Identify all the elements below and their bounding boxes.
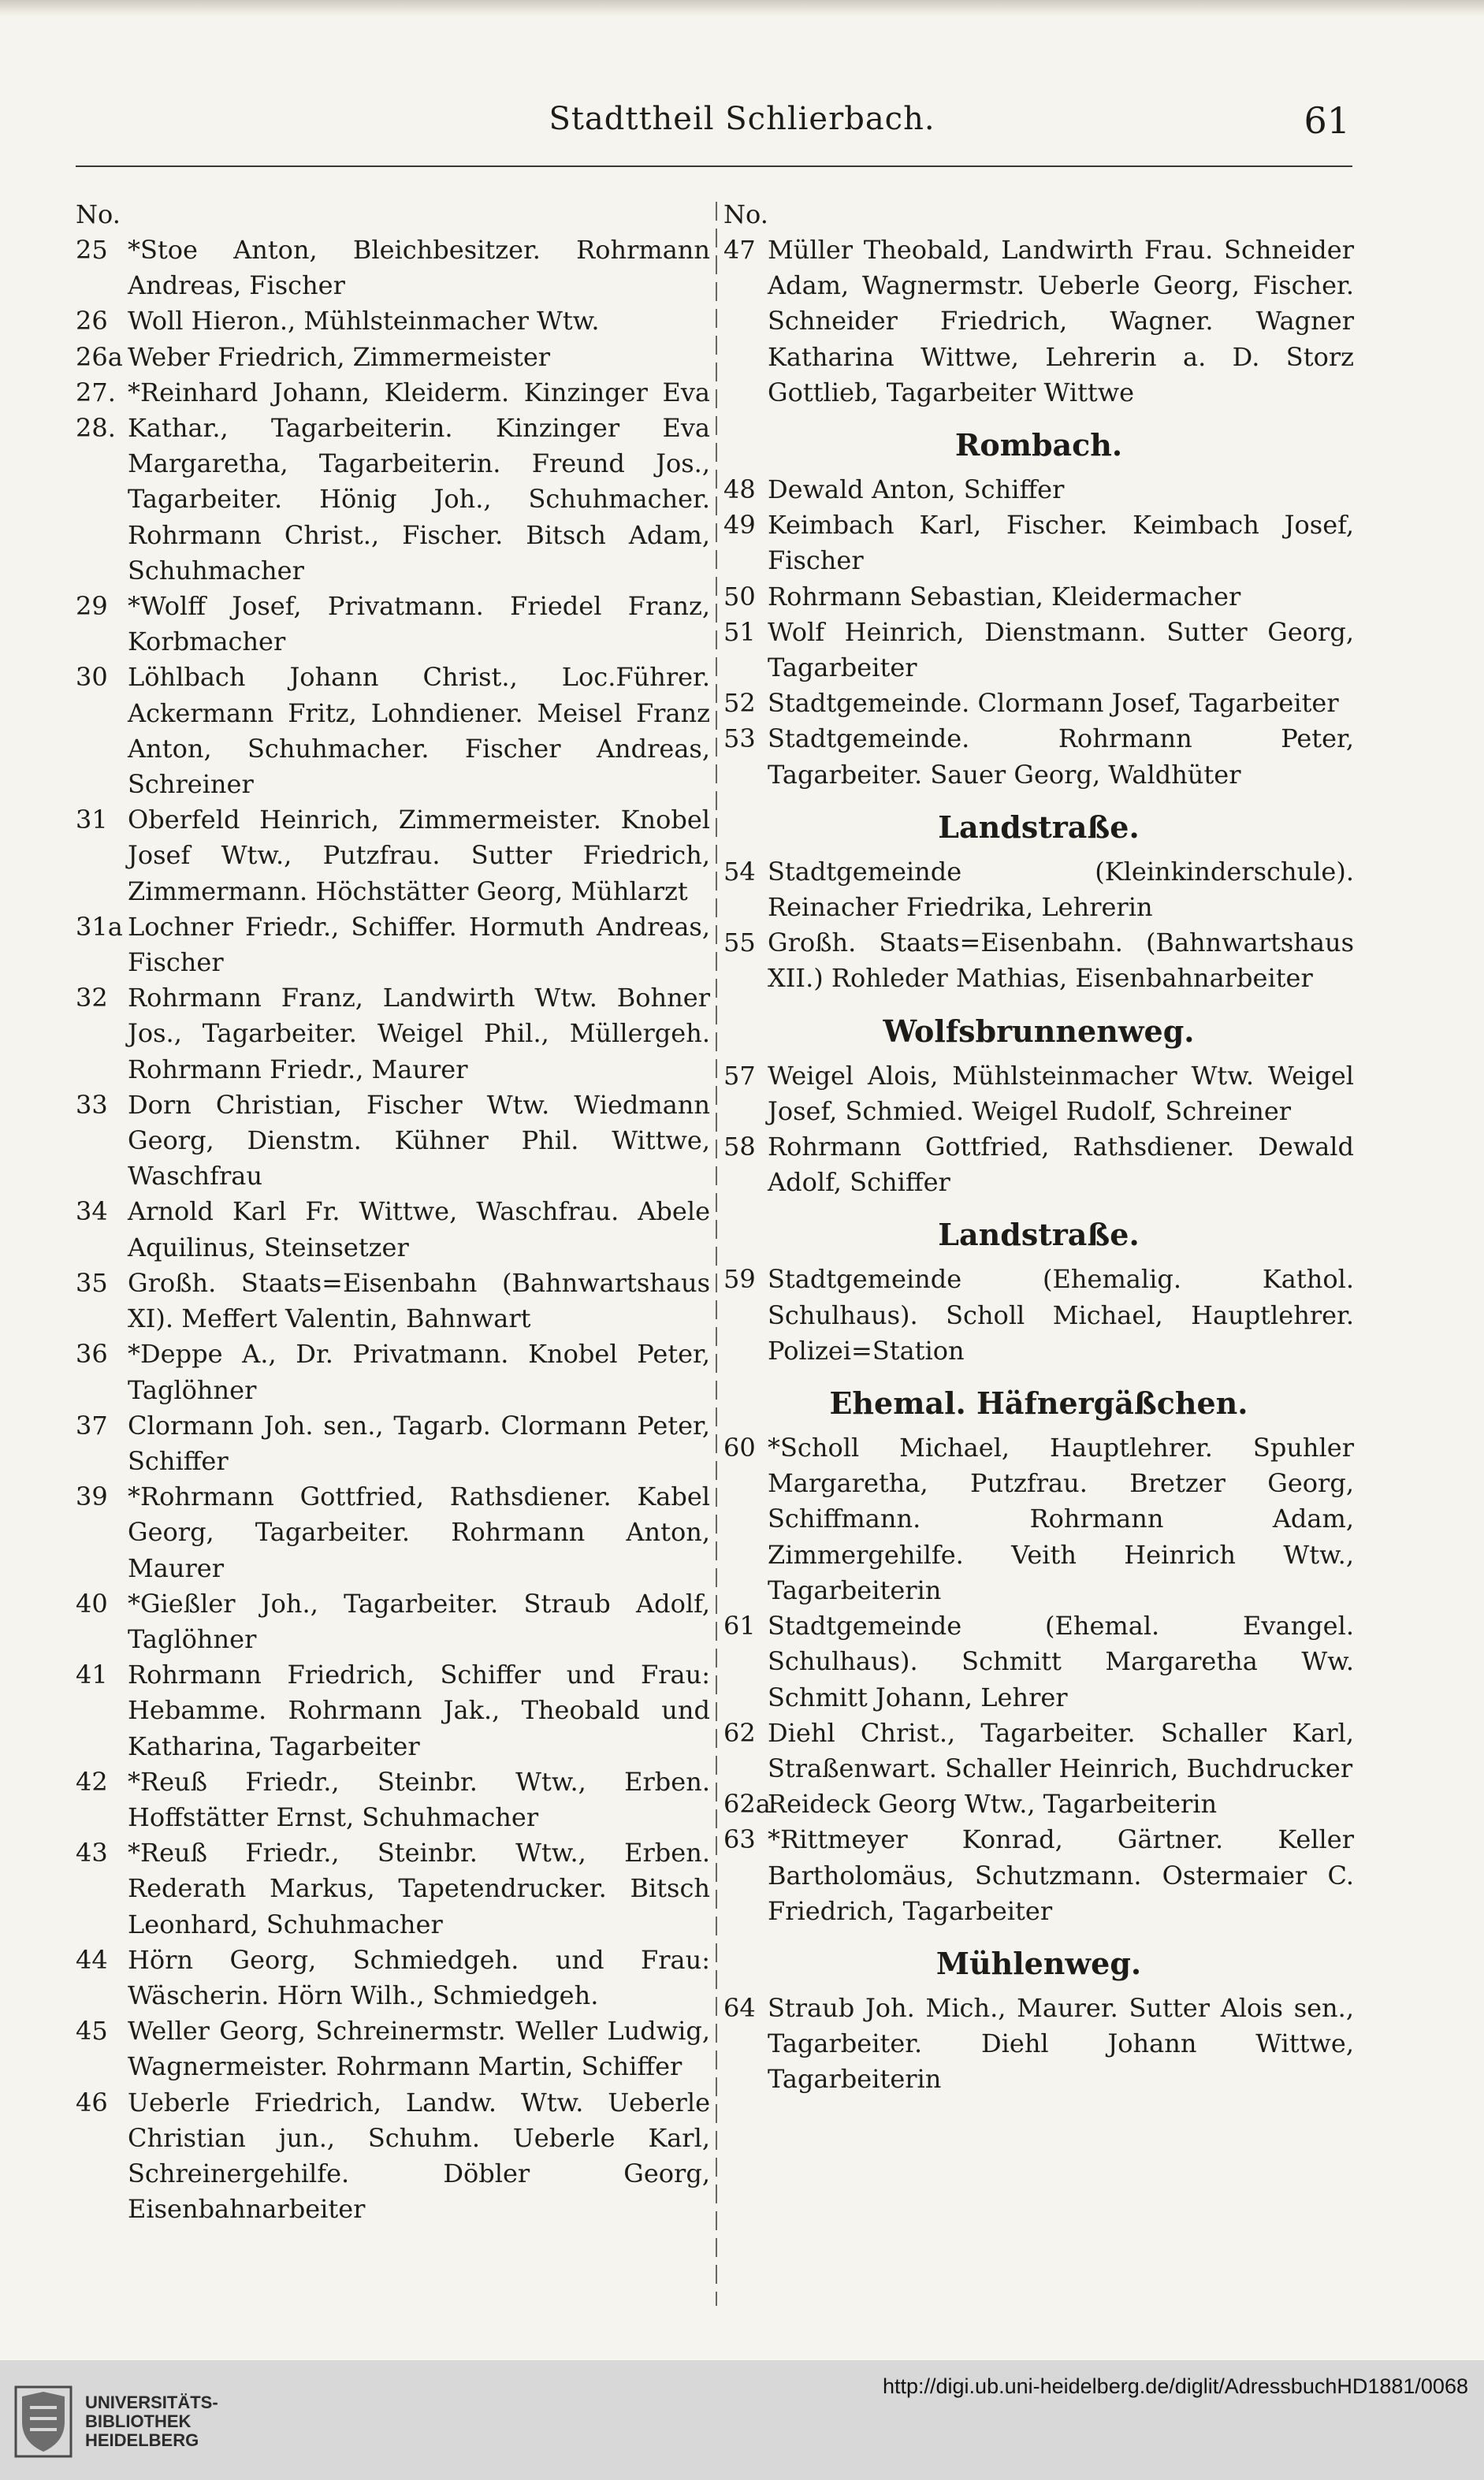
left-column bbox=[76, 197, 710, 2227]
entry-text: *Scholl Michael, Hauptlehrer. Spuhler Margaretha, Putzfrau. Bretzer Georg, Schiffmann. Rohrmann Adam, Zimmergehilfe. Veith Heinrich Wtw., Tagarbeiterin bbox=[768, 1433, 1354, 1605]
house-number: 37 bbox=[76, 1410, 108, 1441]
entry-text: Rohrmann Gottfried, Rathsdiener. Dewald Adolf, Schiffer bbox=[768, 1132, 1354, 1198]
house-number: 48 bbox=[723, 474, 756, 505]
street-heading: Rombach. bbox=[954, 427, 1123, 463]
header-rule bbox=[76, 165, 1352, 167]
running-head bbox=[0, 101, 1484, 148]
entry-text: Keimbach Karl, Fischer. Keimbach Josef, Fischer bbox=[768, 510, 1354, 576]
entry-text: *Rittmeyer Konrad, Gärtner. Keller Bartholomäus, Schutzmann. Ostermaier C. Friedrich, Tagarbeiter bbox=[768, 1824, 1354, 1926]
directory-entry bbox=[76, 1088, 710, 1195]
house-number: 55 bbox=[723, 928, 756, 958]
house-number: 45 bbox=[76, 2016, 108, 2047]
entry-text: Oberfeld Heinrich, Zimmermeister. Knobel Josef Wtw., Putzfrau. Sutter Friedrich, Zimmermann. Höchstätter Georg, Mühlarzt bbox=[128, 805, 710, 906]
directory-entry bbox=[76, 1194, 710, 1265]
right-column bbox=[723, 197, 1354, 2098]
house-number: 58 bbox=[723, 1132, 756, 1162]
directory-entry bbox=[723, 854, 1354, 925]
house-number: 30 bbox=[76, 662, 108, 693]
entry-text: Großh. Staats=Eisenbahn (Bahnwartshaus XI). Meffert Valentin, Bahnwart bbox=[128, 1267, 710, 1334]
entry-text: Rohrmann Franz, Landwirth Wtw. Bohner Jos., Tagarbeiter. Weigel Phil., Müllergeh. Rohrmann Friedr., Maurer bbox=[128, 983, 710, 1084]
directory-entry bbox=[723, 925, 1354, 996]
entry-text: Dorn Christian, Fischer Wtw. Wiedmann Georg, Dienstm. Kühner Phil. Wittwe, Waschfrau bbox=[128, 1089, 710, 1192]
directory-entry bbox=[76, 1479, 710, 1586]
entry-text: Weigel Alois, Mühlsteinmacher Wtw. Weigel Josef, Schmied. Weigel Rudolf, Schreiner bbox=[768, 1060, 1354, 1126]
directory-entry bbox=[76, 589, 710, 660]
directory-entry bbox=[723, 1262, 1354, 1369]
house-number: 57 bbox=[723, 1060, 756, 1091]
house-number: 34 bbox=[76, 1196, 108, 1227]
house-number: 49 bbox=[723, 510, 756, 541]
library-name-line: UNIVERSITÄTS- bbox=[85, 2393, 218, 2412]
entry-text: *Gießler Joh., Tagarbeiter. Straub Adolf, Taglöhner bbox=[128, 1588, 710, 1654]
entry-text: Straub Joh. Mich., Maurer. Sutter Alois sen., Tagarbeiter. Diehl Johann Wittwe, Tagarbeiterin bbox=[768, 1992, 1354, 2095]
entry-text: Woll Hieron., Mühlsteinmacher Wtw. bbox=[128, 306, 600, 336]
library-name-line: BIBLIOTHEK bbox=[85, 2411, 192, 2431]
directory-entry bbox=[723, 508, 1354, 578]
house-number: 42 bbox=[76, 1766, 108, 1797]
directory-entry bbox=[76, 1943, 710, 2013]
house-number: 31 bbox=[76, 805, 108, 835]
directory-entry bbox=[76, 1835, 710, 1943]
directory-entry bbox=[723, 1991, 1354, 2098]
entry-text: Löhlbach Johann Christ., Loc.Führer. Ackermann Fritz, Lohndiener. Meisel Franz Anton, Schuhmacher. Fischer Andreas, Schreiner bbox=[128, 662, 710, 800]
house-number: 33 bbox=[76, 1089, 108, 1120]
entry-text: Stadtgemeinde (Ehemalig. Kathol. Schulhaus). Scholl Michael, Hauptlehrer. Polizei=Station bbox=[768, 1264, 1354, 1366]
entry-text: Stadtgemeinde (Kleinkinderschule). Reinacher Friedrika, Lehrerin bbox=[768, 856, 1354, 923]
street-heading: Landstraße. bbox=[938, 1217, 1140, 1253]
directory-entry bbox=[76, 1408, 710, 1479]
house-number: 40 bbox=[76, 1588, 108, 1619]
entry-text: Diehl Christ., Tagarbeiter. Schaller Karl, Straßenwart. Schaller Heinrich, Buchdrucker bbox=[768, 1717, 1354, 1783]
house-number: 63 bbox=[723, 1824, 756, 1855]
house-number: 62 bbox=[723, 1717, 756, 1748]
entry-text: *Wolff Josef, Privatmann. Friedel Franz, Korbmacher bbox=[128, 591, 710, 657]
house-number: 26 bbox=[76, 306, 108, 336]
library-logo-icon bbox=[11, 2384, 76, 2460]
entry-text: *Reuß Friedr., Steinbr. Wtw., Erben. Hoffstätter Ernst, Schuhmacher bbox=[128, 1766, 710, 1832]
entry-text: Dewald Anton, Schiffer bbox=[768, 474, 1065, 505]
house-number: 43 bbox=[76, 1838, 108, 1868]
house-number: 52 bbox=[723, 688, 756, 719]
entry-text: *Reuß Friedr., Steinbr. Wtw., Erben. Rederath Markus, Tapetendrucker. Bitsch Leonhard, Schuhmacher bbox=[128, 1838, 710, 1939]
directory-entry bbox=[76, 660, 710, 802]
directory-entry bbox=[76, 375, 710, 589]
street-heading: Mühlenweg. bbox=[935, 1945, 1142, 1981]
directory-entry bbox=[723, 1608, 1354, 1716]
entry-text: Rohrmann Sebastian, Kleidermacher bbox=[768, 581, 1241, 612]
number-column-label: No. bbox=[723, 199, 768, 229]
house-number: 36 bbox=[76, 1339, 108, 1370]
house-number: 25 bbox=[76, 235, 108, 265]
house-number: 47 bbox=[723, 235, 756, 265]
directory-entry bbox=[723, 1058, 1354, 1129]
directory-entry bbox=[76, 1586, 710, 1657]
house-number: 64 bbox=[723, 1992, 756, 2023]
entry-text: Weber Friedrich, Zimmermeister bbox=[128, 341, 551, 372]
street-heading: Ehemal. Häfnergäßchen. bbox=[829, 1385, 1248, 1422]
directory-entry bbox=[723, 615, 1354, 686]
house-number: 59 bbox=[723, 1264, 756, 1295]
entry-text: Clormann Joh. sen., Tagarb. Clormann Peter, Schiffer bbox=[128, 1410, 710, 1476]
library-name-line: HEIDELBERG bbox=[85, 2430, 199, 2450]
directory-entry bbox=[723, 1430, 1354, 1608]
directory-entry bbox=[723, 1787, 1354, 1822]
directory-entry bbox=[76, 232, 710, 303]
house-number: 31a bbox=[76, 911, 123, 942]
entry-text: Großh. Staats=Eisenbahn. (Bahnwartshaus XII.) Rohleder Mathias, Eisenbahnarbeiter bbox=[768, 928, 1354, 994]
house-number: 61 bbox=[723, 1611, 756, 1642]
entry-text: *Deppe A., Dr. Privatmann. Knobel Peter, Taglöhner bbox=[128, 1339, 710, 1405]
directory-entry bbox=[76, 340, 710, 375]
directory-entry bbox=[76, 303, 710, 339]
house-number: 60 bbox=[723, 1433, 756, 1463]
entry-text: Lochner Friedr., Schiffer. Hormuth Andreas, Fischer bbox=[128, 911, 710, 978]
entry-text: Stadtgemeinde (Ehemal. Evangel. Schulhaus). Schmitt Margaretha Ww. Schmitt Johann, Lehrer bbox=[768, 1611, 1354, 1712]
entry-text: Stadtgemeinde. Clormann Josef, Tagarbeiter bbox=[768, 688, 1339, 719]
directory-entry bbox=[76, 2085, 710, 2228]
house-number: 44 bbox=[76, 1944, 108, 1975]
entry-text: Reideck Georg Wtw., Tagarbeiterin bbox=[768, 1789, 1218, 1820]
house-number: 50 bbox=[723, 581, 756, 612]
entry-text: Ueberle Friedrich, Landw. Wtw. Ueberle Christian jun., Schuhm. Ueberle Karl, Schreinergehilfe. Döbler Georg, Eisenbahnarbeiter bbox=[128, 2087, 710, 2225]
directory-entry bbox=[723, 721, 1354, 792]
house-number: 35 bbox=[76, 1267, 108, 1298]
directory-entry bbox=[76, 802, 710, 909]
street-heading: Landstraße. bbox=[938, 809, 1140, 845]
entry-text: Hörn Georg, Schmiedgeh. und Frau: Wäscherin. Hörn Wilh., Schmiedgeh. bbox=[128, 1944, 710, 2010]
entry-text: Stadtgemeinde. Rohrmann Peter, Tagarbeiter. Sauer Georg, Waldhüter bbox=[768, 723, 1354, 790]
source-url[interactable]: http://digi.ub.uni-heidelberg.de/diglit/AdressbuchHD1881/0068 bbox=[882, 2374, 1468, 2398]
entry-text: Müller Theobald, Landwirth Frau. Schneider Adam, Wagnermstr. Ueberle Georg, Fischer. Schneider Friedrich, Wagner. Wagner Katharina Wittwe, Lehrerin a. D. Storz Gottlieb, Tagarbeiter Wittwe bbox=[768, 235, 1354, 407]
house-number: 51 bbox=[723, 616, 756, 647]
entry-text: Rohrmann Friedrich, Schiffer und Frau: Hebamme. Rohrmann Jak., Theobald und Katharina, Tagarbeiter bbox=[128, 1660, 710, 1761]
house-number: 32 bbox=[76, 983, 108, 1013]
directory-entry bbox=[76, 1266, 710, 1337]
house-number: 46 bbox=[76, 2087, 108, 2117]
house-number: 29 bbox=[76, 591, 108, 622]
entry-text: *Rohrmann Gottfried, Rathsdiener. Kabel Georg, Tagarbeiter. Rohrmann Anton, Maurer bbox=[128, 1482, 710, 1583]
house-number: 26a bbox=[76, 341, 123, 372]
entry-text: Wolf Heinrich, Dienstmann. Sutter Georg, Tagarbeiter bbox=[768, 616, 1354, 683]
column-divider bbox=[716, 202, 717, 2306]
directory-entry bbox=[76, 1764, 710, 1835]
house-number: 54 bbox=[723, 856, 756, 887]
library-name bbox=[85, 2393, 218, 2450]
house-number: 62a bbox=[723, 1789, 771, 1820]
directory-entry bbox=[76, 909, 710, 980]
number-column-label: No. bbox=[76, 199, 121, 229]
directory-entry bbox=[723, 1822, 1354, 1929]
page-title: Stadttheil Schlierbach. bbox=[549, 101, 935, 137]
page-number: 61 bbox=[1304, 99, 1350, 142]
entry-text: *Stoe Anton, Bleichbesitzer. Rohrmann Andreas, Fischer bbox=[128, 235, 710, 301]
directory-entry bbox=[76, 1337, 710, 1407]
house-number: 27. 28. bbox=[76, 377, 116, 444]
house-number: 39 bbox=[76, 1482, 108, 1512]
directory-entry bbox=[76, 1657, 710, 1764]
entry-text: Weller Georg, Schreinermstr. Weller Ludwig, Wagnermeister. Rohrmann Martin, Schiffer bbox=[128, 2016, 710, 2082]
directory-entry bbox=[76, 980, 710, 1088]
directory-entry bbox=[723, 686, 1354, 721]
street-heading: Wolfsbrunnenweg. bbox=[883, 1013, 1195, 1049]
directory-entry bbox=[723, 1716, 1354, 1787]
directory-entry bbox=[723, 232, 1354, 411]
footer-bar bbox=[0, 2360, 1484, 2480]
directory-entry bbox=[723, 579, 1354, 615]
directory-entry bbox=[76, 2013, 710, 2084]
house-number: 41 bbox=[76, 1660, 108, 1690]
directory-entry bbox=[723, 1129, 1354, 1200]
directory-entry bbox=[723, 472, 1354, 508]
entry-text: *Reinhard Johann, Kleiderm. Kinzinger Eva Kathar., Tagarbeiterin. Kinzinger Eva Margaretha, Tagarbeiterin. Freund Jos., Tagarbeiter. Hönig Joh., Schuhmacher. Rohrmann Christ., Fischer. Bitsch Adam, Schuhmacher bbox=[128, 377, 710, 586]
entry-text: Arnold Karl Fr. Wittwe, Waschfrau. Abele Aquilinus, Steinsetzer bbox=[128, 1196, 710, 1262]
house-number: 53 bbox=[723, 723, 756, 754]
